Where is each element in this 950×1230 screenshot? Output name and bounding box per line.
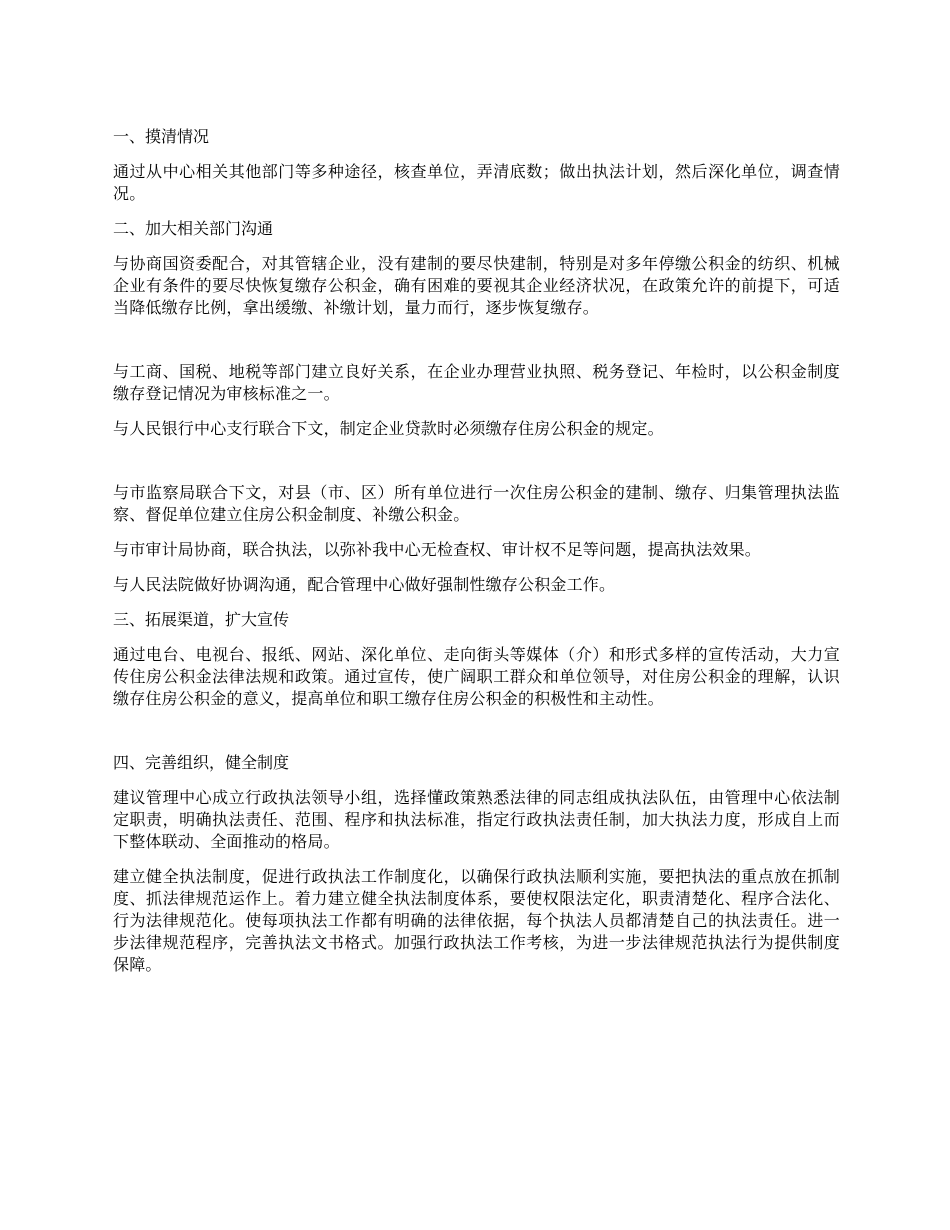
paragraph: 与协商国资委配合，对其管辖企业，没有建制的要尽快建制，特别是对多年停缴公积金的纺织、机械企业有条件的要尽快恢复缴存公积金，确有困难的要视其企业经济状况，在政策允许的前提下，可适当降低缴存比例，拿出缓缴、补缴计划，量力而行，逐步恢复缴存。 bbox=[113, 254, 840, 317]
paragraph: 与工商、国税、地税等部门建立良好关系，在企业办理营业执照、税务登记、年检时，以公积金制度缴存登记情况为审核标准之一。 bbox=[113, 362, 840, 403]
paragraph: 与市审计局协商，联合执法，以弥补我中心无检查权、审计权不足等问题，提高执法效果。 bbox=[113, 540, 762, 559]
paragraph: 通过从中心相关其他部门等多种途径，核查单位，弄清底数；做出执法计划，然后深化单位，调查情况。 bbox=[113, 162, 840, 203]
paragraph: 建立健全执法制度，促进行政执法工作制度化，以确保行政执法顺利实施，要把执法的重点放在抓制度、抓法律规范运作上。着力建立健全执法制度体系，要使权限法定化，职责清楚化、程序合法化、行为法律规范化。使每项执法工作都有明确的法律依据，每个执法人员都清楚自己的执法责任。进一步法律规范程序，完善执法文书格式。加强行政执法工作考核，为进一步法律规范执法行为提供制度保障。 bbox=[113, 867, 840, 974]
section-heading-2: 二、加大相关部门沟通 bbox=[113, 219, 274, 238]
section-heading-4: 四、完善组织，健全制度 bbox=[113, 753, 290, 772]
paragraph: 与市监察局联合下文，对县（市、区）所有单位进行一次住房公积金的建制、缴存、归集管理执法监察、督促单位建立住房公积金制度、补缴公积金。 bbox=[113, 483, 840, 524]
paragraph: 通过电台、电视台、报纸、网站、深化单位、走向街头等媒体（介）和形式多样的宣传活动，大力宣传住房公积金法律法规和政策。通过宣传，使广阔职工群众和单位领导，对住房公积金的理解，认识缴存住房公积金的意义，提高单位和职工缴存住房公积金的积极性和主动性。 bbox=[113, 645, 840, 708]
spacer bbox=[113, 453, 840, 482]
section-heading-3: 三、拓展渠道，扩大宣传 bbox=[113, 610, 290, 629]
paragraph: 与人民银行中心支行联合下文，制定企业贷款时必须缴存住房公积金的规定。 bbox=[113, 419, 664, 438]
document-body bbox=[113, 126, 840, 989]
spacer bbox=[113, 332, 840, 361]
paragraph: 建议管理中心成立行政执法领导小组，选择懂政策熟悉法律的同志组成执法队伍，由管理中心依法制定职责，明确执法责任、范围、程序和执法标准，指定行政执法责任制，加大执法力度，形成自上而下整体联动、全面推动的格局。 bbox=[113, 788, 840, 851]
spacer bbox=[113, 723, 840, 752]
paragraph: 与人民法院做好协调沟通，配合管理中心做好强制性缴存公积金工作。 bbox=[113, 575, 616, 594]
section-heading-1: 一、摸清情况 bbox=[113, 127, 210, 146]
